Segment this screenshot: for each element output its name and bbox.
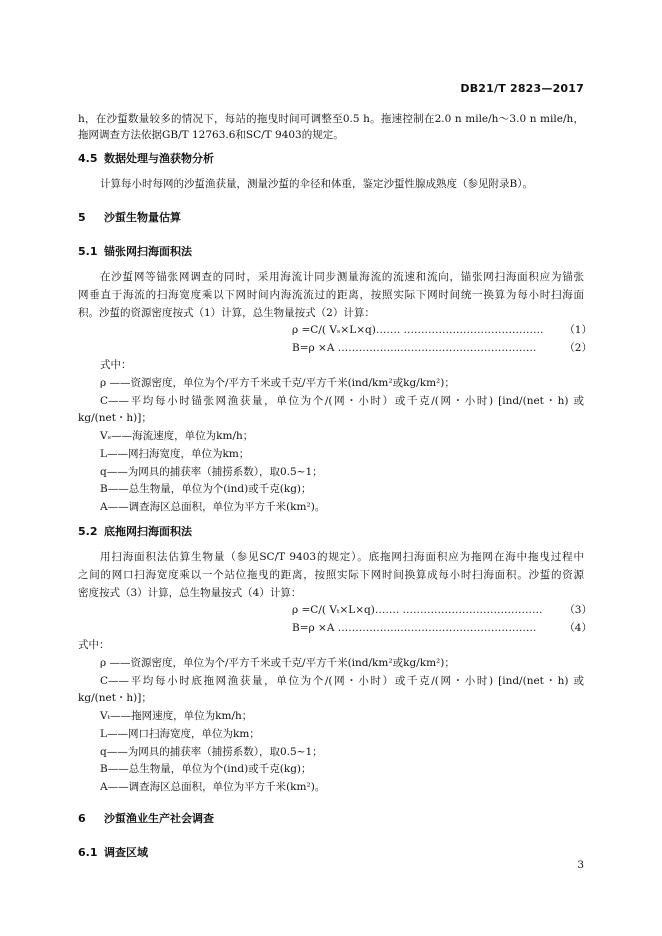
definition-line: L——网口扫海宽度，单位为km； xyxy=(100,728,260,740)
paragraph-line: 网垂直于海流的扫海宽度乘以下网时间内海流流过的距离，按照实际下网时间统一换算为每小时扫海面 xyxy=(78,289,584,301)
section-heading-6-1 xyxy=(78,846,148,860)
equation-number: （4） xyxy=(564,622,592,634)
section-heading-5-1 xyxy=(78,245,192,259)
definition-line: q——为网具的捕获率（捕捞系数），取0.5~1； xyxy=(100,466,323,478)
definition-line: C——平均每小时底拖网渔获量，单位为个/(网・小时）或千克/(网・小时) [ind/(net・h) 或 xyxy=(100,675,584,687)
equation-2 xyxy=(292,341,592,355)
equation-number: （2） xyxy=(564,342,592,354)
section-title: 沙蜇渔业生产社会调查 xyxy=(104,812,214,825)
definition-line: A——调查海区总面积，单位为平方千米(km²)。 xyxy=(100,781,326,793)
paragraph-line: 用扫海面积法估算生物量（参见SC/T 9403的规定）。底拖网扫海面积应为拖网在海中拖曳过程中 xyxy=(100,551,584,563)
section-title: 锚张网扫海面积法 xyxy=(104,245,192,258)
section-number: 6.1 xyxy=(78,846,98,859)
equation-text: ρ =C/( Vₛ×L×q)……. …………………………………. xyxy=(292,324,544,336)
paragraph-line: 在沙蜇网等锚张网调查的同时，采用海流计同步测量海流的流速和流向，锚张网扫海面积应为锚张 xyxy=(100,271,584,283)
definition-line: ρ ——资源密度，单位为个/平方千米或千克/平方千米(ind/km²或kg/km²)； xyxy=(100,657,455,669)
paragraph-line: 拖网调查方法依据GB/T 12763.6和SC/T 9403的规定。 xyxy=(78,129,344,141)
definition-line: kg/(net・h)]； xyxy=(78,692,152,704)
where-label: 式中： xyxy=(100,359,132,371)
definition-line: ρ ——资源密度，单位为个/平方千米或千克/平方千米(ind/km²或kg/km²)； xyxy=(100,377,455,389)
definition-line: Vₜ——拖网速度，单位为km/h； xyxy=(100,710,253,722)
section-title: 沙蜇生物量估算 xyxy=(104,211,181,224)
section-title: 底拖网扫海面积法 xyxy=(104,525,192,538)
paragraph-line: 之间的网口扫海宽度乘以一个站位拖曳的距离，按照实际下网时间换算成每小时扫海面积。沙蜇的资源 xyxy=(78,569,584,581)
section-number: 5 xyxy=(78,211,86,224)
equation-text: B=ρ ×A ……………...………..………………………. xyxy=(292,622,537,634)
paragraph-line: 计算每小时每网的沙蜇渔获量，测量沙蜇的伞径和体重，鉴定沙蜇性腺成熟度（参见附录B）。 xyxy=(100,178,533,190)
section-title: 数据处理与渔获物分析 xyxy=(104,152,214,165)
section-title: 调查区域 xyxy=(104,846,148,859)
section-heading-5 xyxy=(78,211,181,225)
where-label: 式中： xyxy=(78,639,110,651)
equation-text: B=ρ ×A ……………...………..………………………. xyxy=(292,342,537,354)
paragraph-line: h，在沙蜇数量较多的情况下，每站的拖曳时间可调整至0.5 h。拖速控制在2.0 n mile/h～3.0 n mile/h， xyxy=(78,113,584,125)
definition-line: Vₛ——海流速度，单位为km/h； xyxy=(100,430,254,442)
definition-line: B——总生物量，单位为个(ind)或千克(kg)； xyxy=(100,483,312,495)
equation-text: ρ =C/( Vₜ×L×q)……. …………………………………. xyxy=(292,604,543,616)
section-number: 6 xyxy=(78,812,86,825)
paragraph-line: 密度按式（3）计算，总生物量按式（4）计算： xyxy=(78,587,302,599)
section-heading-6 xyxy=(78,812,214,826)
definition-line: C——平均每小时锚张网渔获量，单位为个/(网・小时）或千克/(网・小时) [ind/(net・h) 或 xyxy=(100,395,584,407)
definition-line: kg/(net・h)]； xyxy=(78,412,152,424)
equation-3 xyxy=(292,603,592,617)
section-heading-4-5 xyxy=(78,152,214,166)
definition-line: A——调查海区总面积，单位为平方千米(km²)。 xyxy=(100,501,326,513)
page-number: 3 xyxy=(577,859,584,871)
section-number: 4.5 xyxy=(78,152,98,165)
paragraph-line: 积。沙蜇的资源密度按式（1）计算，总生物量按式（2）计算： xyxy=(78,307,375,319)
section-number: 5.2 xyxy=(78,525,98,538)
section-number: 5.1 xyxy=(78,245,98,258)
definition-line: q——为网具的捕获率（捕捞系数），取0.5~1； xyxy=(100,746,323,758)
equation-1 xyxy=(292,323,592,337)
equation-number: （1） xyxy=(564,324,592,336)
equation-4 xyxy=(292,621,592,635)
document-id: DB21/T 2823—2017 xyxy=(460,82,584,95)
definition-line: L——网扫海宽度，单位为km； xyxy=(100,448,250,460)
section-heading-5-2 xyxy=(78,525,192,539)
equation-number: （3） xyxy=(564,604,592,616)
definition-line: B——总生物量，单位为个(ind)或千克(kg)； xyxy=(100,763,312,775)
